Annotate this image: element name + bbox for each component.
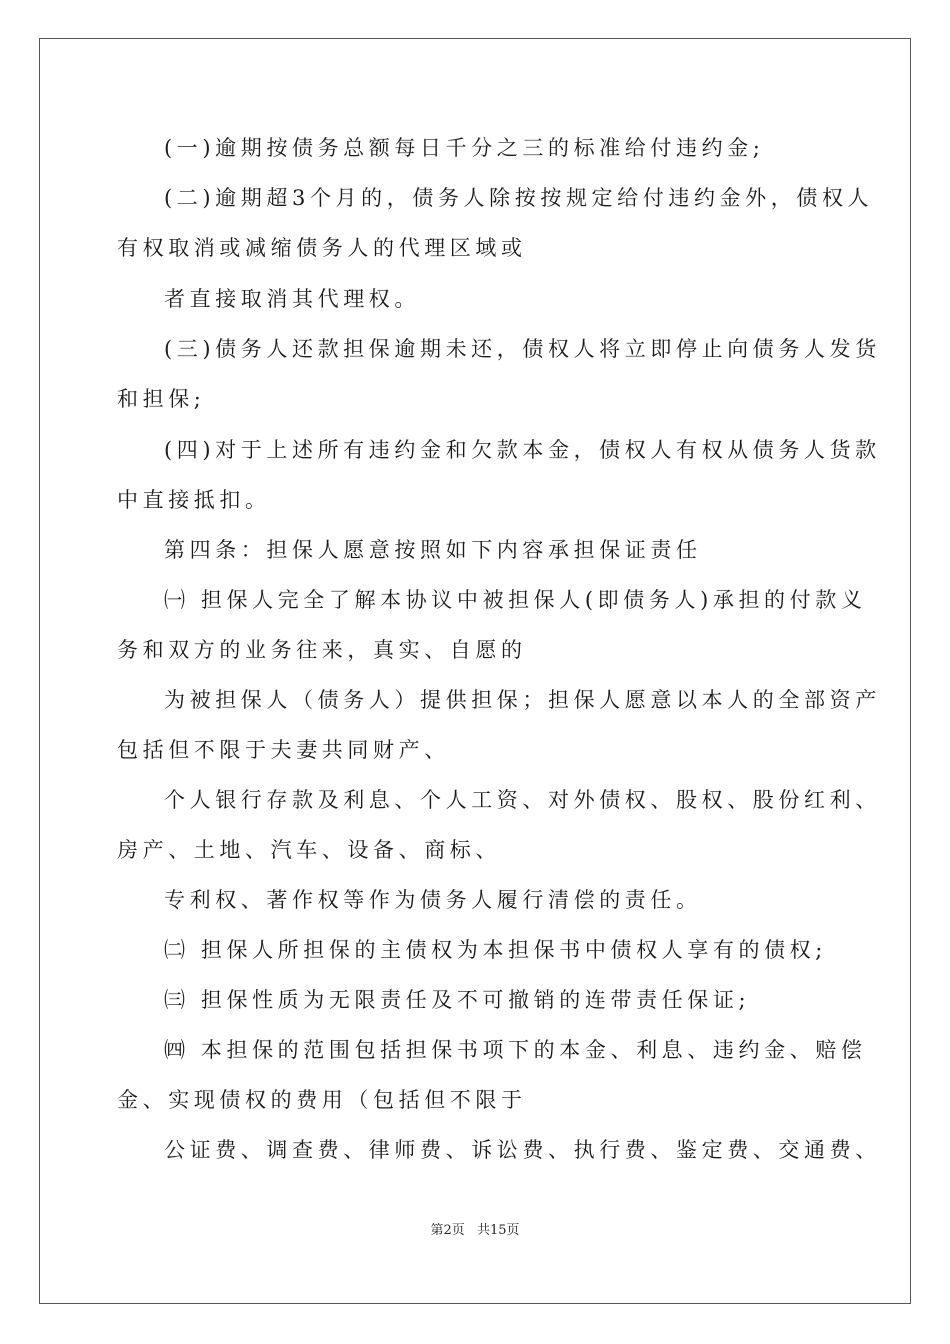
text-line: 中直接抵扣。 — [117, 488, 271, 512]
text-line: 个人银行存款及利息、个人工资、对外债权、股权、股份红利、 — [164, 788, 881, 812]
text-line: 为被担保人（债务人）提供担保；担保人愿意以本人的全部资产 — [164, 688, 881, 712]
text-line: ㈢ 担保性质为无限责任及不可撤销的连带责任保证; — [164, 988, 751, 1012]
text-line: 和担保; — [117, 387, 206, 411]
page-total: 共15页 — [476, 1223, 520, 1238]
text-line: (三)债务人还款担保逾期未还，债权人将立即停止向债务人发货 — [164, 337, 881, 361]
text-line: (一)逾期按债务总额每日千分之三的标准给付违约金; — [164, 136, 765, 160]
text-line: 有权取消或减缩债务人的代理区域或 — [117, 236, 527, 260]
text-line: 包括但不限于夫妻共同财产、 — [117, 738, 450, 762]
text-line: ㈠ 担保人完全了解本协议中被担保人(即债务人)承担的付款义 — [164, 588, 867, 612]
text-line: (四)对于上述所有违约金和欠款本金，债权人有权从债务人货款 — [164, 438, 881, 462]
text-line: ㈣ 本担保的范围包括担保书项下的本金、利息、违约金、赔偿 — [164, 1038, 867, 1062]
text-line: ㈡ 担保人所担保的主债权为本担保书中债权人享有的债权; — [164, 938, 827, 962]
page-footer — [0, 1219, 950, 1238]
text-line: 房产、土地、汽车、设备、商标、 — [117, 838, 501, 862]
section-heading: 第四条：担保人愿意按照如下内容承担保证责任 — [164, 538, 702, 562]
page-number: 第2页 — [430, 1223, 465, 1238]
text-line: (二)逾期超3个月的，债务人除按按规定给付违约金外，债权人 — [164, 186, 874, 210]
text-line: 者直接取消其代理权。 — [164, 287, 420, 311]
text-line: 务和双方的业务往来，真实、自愿的 — [117, 638, 527, 662]
text-line: 公证费、调查费、律师费、诉讼费、执行费、鉴定费、交通费、 — [164, 1138, 881, 1162]
text-line: 金、实现债权的费用（包括但不限于 — [117, 1088, 527, 1112]
text-line: 专利权、著作权等作为债务人履行清偿的责任。 — [164, 888, 702, 912]
